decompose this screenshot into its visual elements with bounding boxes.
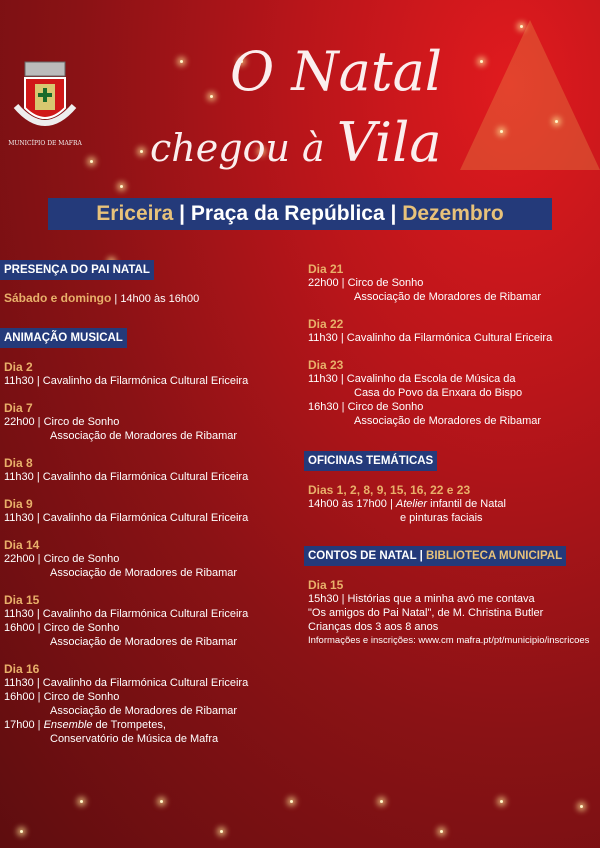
event-text: Associação de Moradores de Ribamar bbox=[50, 705, 238, 717]
separator: | bbox=[34, 691, 44, 703]
title-line-2 bbox=[150, 110, 442, 181]
schedule-line bbox=[4, 566, 248, 580]
separator: | bbox=[34, 719, 44, 731]
day-label: Dia 15 bbox=[308, 578, 344, 592]
separator: | bbox=[338, 401, 348, 413]
event-text: Circo de Sonho bbox=[43, 622, 120, 634]
separator: | bbox=[386, 498, 396, 510]
section-header: PRESENÇA DO PAI NATAL bbox=[0, 260, 154, 280]
contos-info: Informações e inscrições: www.cm mafra.pt/pt/municipio/inscricoes bbox=[308, 635, 590, 646]
event-text: Casa do Povo da Enxara do Bispo bbox=[354, 387, 523, 399]
event-time: 22h00 bbox=[4, 416, 35, 428]
schedule-group bbox=[308, 262, 552, 304]
schedule-line bbox=[4, 374, 248, 388]
event-time: 11h30 bbox=[308, 332, 338, 344]
separator: | bbox=[33, 608, 43, 620]
star-sparkle bbox=[440, 830, 443, 833]
event-text: Cavalinho da Filarmónica Cultural Ericeira bbox=[42, 512, 249, 524]
schedule-line bbox=[308, 511, 506, 525]
schedule-group bbox=[4, 662, 248, 746]
poster-title bbox=[150, 40, 540, 190]
star-sparkle bbox=[90, 160, 93, 163]
star-sparkle bbox=[220, 830, 223, 833]
star-sparkle bbox=[20, 830, 23, 833]
star-sparkle bbox=[80, 800, 83, 803]
event-time: 11h30 bbox=[4, 375, 34, 387]
star-sparkle bbox=[140, 150, 143, 153]
event-time: 11h30 bbox=[4, 471, 34, 483]
schedule-line bbox=[4, 704, 248, 718]
contos-header-library: BIBLIOTECA MUNICIPAL bbox=[426, 550, 563, 562]
event-text: Associação de Moradores de Ribamar bbox=[354, 415, 542, 427]
section-header: OFICINAS TEMÁTICAS bbox=[304, 451, 437, 471]
schedule-group bbox=[4, 456, 248, 484]
event-text: Circo de Sonho bbox=[43, 416, 120, 428]
event-text: Circo de Sonho bbox=[347, 401, 424, 413]
schedule-group bbox=[4, 538, 248, 580]
event-italic: Ensemble bbox=[43, 719, 93, 731]
event-text: de Trompetes, bbox=[92, 719, 166, 731]
municipality-crest-logo bbox=[10, 58, 80, 138]
star-sparkle bbox=[500, 800, 503, 803]
event-time: 22h00 bbox=[308, 277, 339, 289]
separator: | bbox=[33, 677, 43, 689]
event-time: 16h00 bbox=[4, 691, 35, 703]
star-sparkle bbox=[160, 800, 163, 803]
event-time: 14h00 às 17h00 bbox=[308, 498, 387, 510]
contos-header: CONTOS DE NATAL bbox=[308, 550, 417, 562]
contos-line: 15h30 | Histórias que a minha avó me contava bbox=[308, 593, 535, 605]
event-text: Cavalinho da Filarmónica Cultural Ericeira bbox=[42, 677, 249, 689]
schedule-line bbox=[4, 676, 248, 690]
star-sparkle bbox=[120, 185, 123, 188]
separator: | bbox=[338, 277, 348, 289]
schedule-group bbox=[4, 401, 248, 443]
event-time: 16h30 bbox=[308, 401, 339, 413]
day-label: Dia 15 bbox=[4, 593, 40, 607]
event-text: Associação de Moradores de Ribamar bbox=[354, 291, 542, 303]
star-sparkle bbox=[580, 805, 583, 808]
event-text: Circo de Sonho bbox=[347, 277, 424, 289]
event-time: 22h00 bbox=[4, 553, 35, 565]
star-sparkle bbox=[555, 120, 558, 123]
section-header: ANIMAÇÃO MUSICAL bbox=[0, 328, 127, 348]
banner-place: Ericeira bbox=[96, 202, 174, 225]
separator: | bbox=[34, 416, 44, 428]
right-schedule bbox=[308, 262, 552, 441]
pai-natal-section bbox=[0, 260, 199, 306]
day-label: Dia 9 bbox=[4, 497, 33, 511]
title-line-1: O Natal bbox=[230, 40, 443, 103]
pai-natal-hours: | 14h00 às 16h00 bbox=[111, 293, 200, 305]
event-text: Conservatório de Música de Mafra bbox=[50, 733, 219, 745]
day-label: Dia 21 bbox=[308, 262, 344, 276]
separator: | bbox=[337, 332, 347, 344]
star-sparkle bbox=[520, 25, 523, 28]
event-time: 11h30 bbox=[308, 373, 338, 385]
banner-separator: | bbox=[173, 202, 191, 225]
banner-square: Praça da República bbox=[190, 202, 385, 225]
event-time: 11h30 bbox=[4, 512, 34, 524]
header-separator: | bbox=[416, 550, 427, 562]
day-label: Dia 16 bbox=[4, 662, 40, 676]
banner-month: Dezembro bbox=[402, 202, 504, 225]
event-time: 11h30 bbox=[4, 608, 34, 620]
schedule-line bbox=[4, 429, 248, 443]
schedule-line bbox=[308, 497, 506, 511]
schedule-line bbox=[4, 621, 248, 635]
contos-section bbox=[304, 546, 589, 648]
schedule-line bbox=[308, 276, 552, 290]
banner-separator: | bbox=[384, 202, 403, 225]
schedule-line bbox=[308, 400, 552, 414]
contos-line: Crianças dos 3 aos 8 anos bbox=[308, 621, 439, 633]
schedule-group bbox=[4, 497, 248, 525]
schedule-line bbox=[4, 607, 248, 621]
schedule-group bbox=[4, 593, 248, 649]
event-text: Associação de Moradores de Ribamar bbox=[50, 430, 238, 442]
separator: | bbox=[33, 471, 43, 483]
star-sparkle bbox=[290, 800, 293, 803]
title-line-2a: chegou à bbox=[150, 126, 325, 170]
event-text: Cavalinho da Filarmónica Cultural Ericeira bbox=[346, 332, 553, 344]
event-text: Circo de Sonho bbox=[43, 691, 120, 703]
schedule-line bbox=[4, 718, 248, 732]
contos-line: "Os amigos do Pai Natal", de M. Christina Butler bbox=[308, 607, 544, 619]
event-text: e pinturas faciais bbox=[400, 512, 483, 524]
event-text: Cavalinho da Filarmónica Cultural Ericeira bbox=[42, 608, 249, 620]
day-label: Dia 14 bbox=[4, 538, 40, 552]
separator: | bbox=[34, 622, 44, 634]
day-label: Dias 1, 2, 8, 9, 15, 16, 22 e 23 bbox=[308, 483, 471, 497]
separator: | bbox=[33, 375, 43, 387]
separator: | bbox=[337, 373, 347, 385]
event-time: 16h00 bbox=[4, 622, 35, 634]
schedule-group bbox=[308, 483, 506, 525]
event-time: 17h00 bbox=[4, 719, 35, 731]
schedule-line bbox=[308, 372, 552, 386]
day-label: Dia 23 bbox=[308, 358, 344, 372]
schedule-line bbox=[308, 414, 552, 428]
oficinas-section bbox=[304, 451, 506, 538]
animacao-section bbox=[0, 328, 248, 759]
event-text: Cavalinho da Escola de Música da bbox=[346, 373, 516, 385]
schedule-line bbox=[4, 690, 248, 704]
event-text: Associação de Moradores de Ribamar bbox=[50, 636, 238, 648]
schedule-group bbox=[4, 360, 248, 388]
separator: | bbox=[33, 512, 43, 524]
schedule-group bbox=[308, 358, 552, 428]
crest-label: MUNICÍPIO DE MAFRA bbox=[8, 140, 82, 147]
event-text: infantil de Natal bbox=[427, 498, 506, 510]
location-banner bbox=[48, 198, 552, 230]
day-label: Dia 7 bbox=[4, 401, 33, 415]
schedule-line bbox=[4, 552, 248, 566]
schedule-line bbox=[4, 511, 248, 525]
event-text: Cavalinho da Filarmónica Cultural Ericeira bbox=[42, 375, 249, 387]
event-time: 11h30 bbox=[4, 677, 34, 689]
pai-natal-days: Sábado e domingo bbox=[4, 291, 112, 305]
title-line-2b: Vila bbox=[336, 111, 442, 174]
event-text: Cavalinho da Filarmónica Cultural Ericeira bbox=[42, 471, 249, 483]
event-text: Circo de Sonho bbox=[43, 553, 120, 565]
separator: | bbox=[34, 553, 44, 565]
star-sparkle bbox=[380, 800, 383, 803]
schedule-line bbox=[4, 470, 248, 484]
schedule-line bbox=[4, 415, 248, 429]
section-header bbox=[304, 546, 566, 566]
schedule-line bbox=[4, 732, 248, 746]
day-label: Dia 2 bbox=[4, 360, 33, 374]
event-text: Associação de Moradores de Ribamar bbox=[50, 567, 238, 579]
schedule-line bbox=[308, 386, 552, 400]
day-label: Dia 8 bbox=[4, 456, 33, 470]
day-label: Dia 22 bbox=[308, 317, 344, 331]
schedule-line bbox=[4, 635, 248, 649]
event-italic: Atelier bbox=[395, 498, 428, 510]
schedule-line bbox=[308, 290, 552, 304]
schedule-line bbox=[308, 331, 552, 345]
schedule-group bbox=[308, 317, 552, 345]
